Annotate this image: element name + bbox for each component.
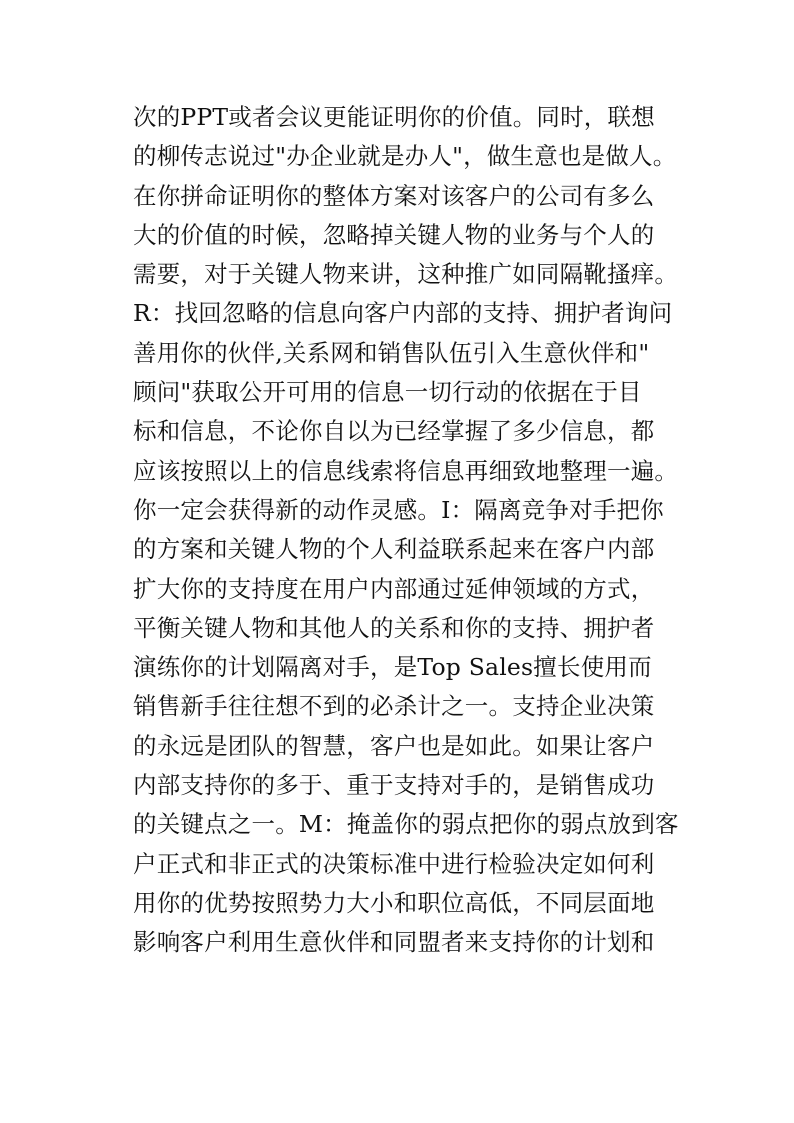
- text-line: 次的PPT或者会议更能证明你的价值。同时，联想: [133, 103, 655, 131]
- text-line: 销售新手往往想不到的必杀计之一。支持企业决策: [133, 692, 655, 721]
- text-line: 平衡关键人物和其他人的关系和你的支持、拥护者: [133, 613, 655, 642]
- text-line: 的方案和关键人物的个人利益联系起来在客户内部: [133, 535, 655, 564]
- text-line: 在你拼命证明你的整体方案对该客户的公司有多么: [133, 181, 655, 210]
- text-line: 顾问"获取公开可用的信息一切行动的依据在于目: [133, 378, 642, 407]
- text-line: 用你的优势按照势力大小和职位高低，不同层面地: [133, 888, 655, 917]
- text-line: R：找回忽略的信息向客户内部的支持、拥护者询问: [133, 299, 673, 328]
- text-line: 的永远是团队的智慧，客户也是如此。如果让客户: [133, 731, 655, 760]
- text-line: 应该按照以上的信息线索将信息再细致地整理一遍。: [133, 456, 679, 485]
- text-line: 内部支持你的多于、重于支持对手的，是销售成功: [133, 771, 655, 800]
- text-line: 的柳传志说过"办企业就是办人"，做生意也是做人。: [133, 142, 677, 171]
- text-line: 善用你的伙伴,关系网和销售队伍引入生意伙伴和": [133, 338, 650, 367]
- body-text: [133, 98, 693, 963]
- text-line: 标和信息，不论你自以为已经掌握了多少信息，都: [133, 417, 655, 446]
- text-line: 扩大你的支持度在用户内部通过延伸领域的方式，: [133, 574, 655, 603]
- text-line: 户正式和非正式的决策标准中进行检验决定如何利: [133, 849, 655, 878]
- text-line: 需要，对于关键人物来讲，这种推广如同隔靴搔痒。: [133, 260, 679, 289]
- text-line: 你一定会获得新的动作灵感。I：隔离竞争对手把你: [133, 495, 664, 524]
- text-line: 影响客户利用生意伙伴和同盟者来支持你的计划和: [133, 928, 655, 957]
- text-line: 演练你的计划隔离对手，是Top Sales擅长使用而: [133, 653, 652, 682]
- text-line: 大的价值的时候，忽略掉关键人物的业务与个人的: [133, 220, 655, 249]
- text-line: 的关键点之一。M：掩盖你的弱点把你的弱点放到客: [133, 810, 679, 839]
